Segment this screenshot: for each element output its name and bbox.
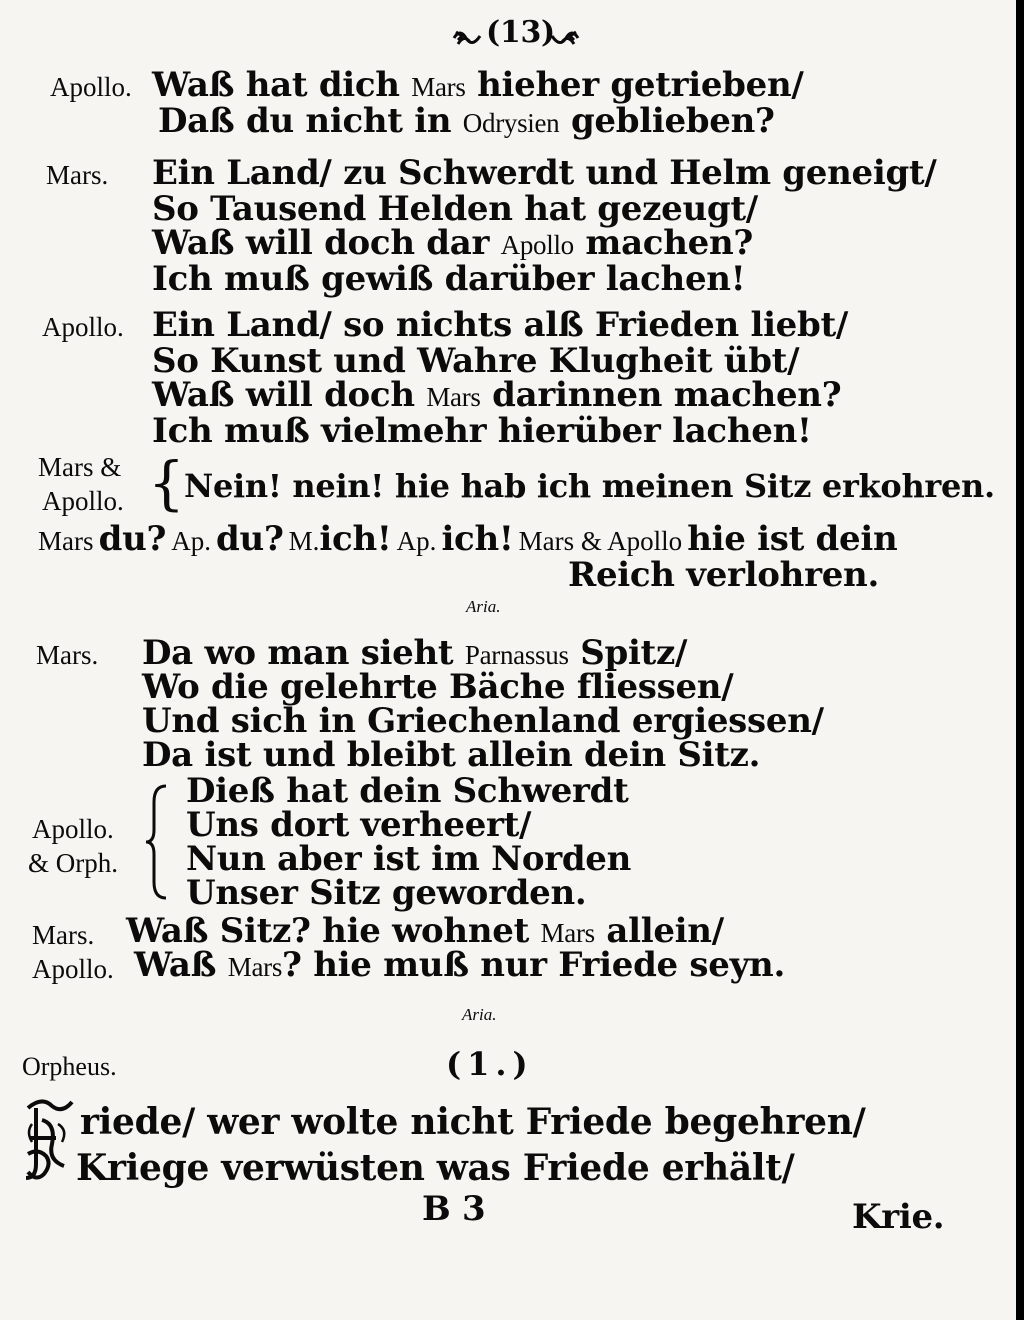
dialogue-line: Mars du? Ap. du? M.ich! Ap. ich! Mars & Apollo hie ist dein [38, 519, 898, 559]
speaker-orpheus: Orpheus. [22, 1052, 117, 1081]
speaker-mars-apollo: Apollo. [42, 486, 124, 516]
verse-line: Waß Mars? hie muß nur Friede seyn. [134, 945, 785, 985]
brace [142, 782, 172, 902]
speaker-apollo-orpheus: Apollo. [32, 814, 114, 844]
scan-border [1016, 0, 1024, 1320]
verse-line: Waß will doch Mars darinnen machen? [152, 375, 842, 415]
verse-line: Ich muß vielmehr hierüber lachen! [152, 411, 812, 451]
verse-line: Nun aber ist im Norden [186, 839, 632, 879]
verse-line: Daß du nicht in Odrysien geblieben? [158, 101, 775, 141]
verse-line: Wo die gelehrte Bäche fliessen/ [142, 667, 734, 707]
catchword: Krie. [852, 1197, 945, 1237]
verse-line: Waß hat dich Mars hieher getrieben/ [152, 65, 804, 105]
decorated-initial [22, 1094, 76, 1186]
verse-line: Ich muß gewiß darüber lachen! [152, 259, 746, 299]
signature-mark: B 3 [422, 1189, 486, 1229]
speaker-mars: Mars. [36, 640, 99, 670]
stanza-number: (1.) [446, 1045, 534, 1083]
verse-line: Da ist und bleibt allein dein Sitz. [142, 735, 761, 775]
verse-line: Waß Sitz? hie wohnet Mars allein/ [126, 911, 724, 951]
aria-heading: Aria. [462, 1005, 497, 1024]
brace: { [148, 449, 185, 517]
speaker-apollo-orpheus: & Orph. [28, 848, 118, 878]
speaker-apollo: Apollo. [50, 72, 132, 102]
verse-line: Ein Land/ zu Schwerdt und Helm geneigt/ [152, 153, 937, 193]
verse-line: riede/ wer wolte nicht Friede begehren/ [80, 1101, 866, 1143]
verse-line: Ein Land/ so nichts alß Frieden liebt/ [152, 305, 849, 345]
verse-line: Reich verlohren. [568, 555, 879, 595]
speaker-mars-apollo: Mars & [38, 452, 122, 482]
verse-line: So Kunst und Wahre Klugheit übt/ [152, 341, 800, 381]
aria-heading: Aria. [466, 597, 501, 616]
speaker-mars: Mars. [46, 160, 109, 190]
verse-line: Kriege verwüsten was Friede erhält/ [76, 1147, 795, 1189]
verse-line: Waß will doch dar Apollo machen? [152, 223, 754, 263]
verse-line: Und sich in Griechenland ergiessen/ [142, 701, 824, 741]
verse-line: Da wo man sieht Parnassus Spitz/ [142, 633, 688, 673]
verse-line: Dieß hat dein Schwerdt [186, 771, 629, 811]
header-ornament-left [452, 26, 484, 50]
speaker-apollo: Apollo. [32, 954, 114, 984]
verse-line: Nein! nein! hie hab ich meinen Sitz erkohren. [184, 467, 995, 505]
speaker-mars: Mars. [32, 920, 95, 950]
verse-line: Uns dort verheert/ [186, 805, 532, 845]
page-number: (13) [486, 15, 555, 50]
header-ornament-right [548, 26, 580, 50]
verse-line: Unser Sitz geworden. [186, 873, 587, 913]
speaker-apollo: Apollo. [42, 312, 124, 342]
verse-line: So Tausend Helden hat gezeugt/ [152, 189, 758, 229]
